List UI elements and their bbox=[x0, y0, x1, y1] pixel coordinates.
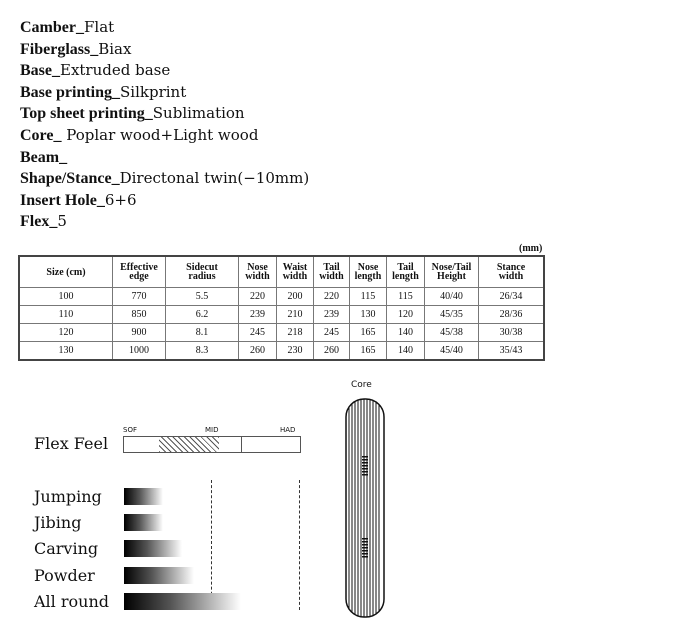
table-cell: 115 bbox=[387, 288, 425, 306]
table-cell: 45/40 bbox=[425, 342, 479, 361]
snowboard-core-diagram bbox=[345, 398, 385, 618]
table-cell: 26/34 bbox=[479, 288, 545, 306]
rating-bar bbox=[124, 540, 182, 557]
rating-bar bbox=[124, 593, 241, 610]
rating-bar bbox=[124, 488, 163, 505]
table-cell: 120 bbox=[387, 306, 425, 324]
table-cell: 8.3 bbox=[166, 342, 239, 361]
table-row bbox=[19, 324, 544, 342]
spec-value: 5 bbox=[57, 212, 67, 231]
header-line: Stance bbox=[496, 262, 526, 273]
table-cell: 210 bbox=[277, 306, 314, 324]
spec-label: Core_ bbox=[20, 126, 62, 144]
table-cell: 770 bbox=[113, 288, 166, 306]
spec-label: Beam_ bbox=[20, 148, 68, 166]
table-header-cell bbox=[239, 256, 277, 288]
insert-hole bbox=[362, 465, 368, 467]
header-line: radius bbox=[188, 271, 216, 282]
table-cell: 165 bbox=[350, 342, 387, 361]
table-cell: 230 bbox=[277, 342, 314, 361]
table-header-cell bbox=[387, 256, 425, 288]
header-line: Effective bbox=[120, 262, 158, 273]
table-row bbox=[19, 342, 544, 361]
spec-label: Base_ bbox=[20, 62, 60, 80]
rating-bar bbox=[124, 514, 163, 531]
insert-hole bbox=[362, 471, 368, 473]
insert-hole bbox=[362, 553, 368, 555]
header-line: Waist bbox=[282, 262, 308, 273]
table-cell: 140 bbox=[387, 342, 425, 361]
header-line: length bbox=[392, 271, 419, 282]
table-cell: 130 bbox=[19, 342, 113, 361]
insert-hole bbox=[362, 474, 368, 476]
table-cell: 45/35 bbox=[425, 306, 479, 324]
table-cell: 239 bbox=[239, 306, 277, 324]
table-cell: 218 bbox=[277, 324, 314, 342]
spec-value: Flat bbox=[83, 18, 115, 36]
header-line: width bbox=[319, 271, 344, 282]
table-cell: 1000 bbox=[113, 342, 166, 361]
flex-feel-divider bbox=[241, 437, 242, 452]
spec-row bbox=[20, 190, 309, 212]
insert-hole bbox=[362, 459, 368, 461]
spec-value: Extruded base bbox=[60, 61, 171, 80]
table-header-cell bbox=[425, 256, 479, 288]
spec-row bbox=[20, 60, 309, 82]
insert-hole bbox=[362, 541, 368, 543]
spec-label: Camber_ bbox=[20, 19, 84, 36]
unit-label: (mm) bbox=[519, 243, 543, 254]
spec-row bbox=[20, 103, 309, 125]
header-line: Tail bbox=[323, 262, 340, 273]
insert-hole bbox=[362, 550, 368, 552]
rating-label: Powder bbox=[34, 566, 95, 585]
table-header-cell bbox=[166, 256, 239, 288]
table-cell: 220 bbox=[314, 288, 350, 306]
table-header-row bbox=[19, 256, 544, 288]
spec-row bbox=[20, 168, 309, 190]
table-cell: 5.5 bbox=[166, 288, 239, 306]
table-header-cell bbox=[113, 256, 166, 288]
table-cell: 260 bbox=[239, 342, 277, 361]
rating-label: Jibing bbox=[34, 513, 82, 532]
spec-row bbox=[20, 147, 309, 169]
spec-row bbox=[20, 211, 309, 233]
spec-row bbox=[20, 125, 309, 147]
spec-label: Base printing_ bbox=[20, 83, 121, 101]
header-line: width bbox=[245, 271, 270, 282]
insert-hole bbox=[362, 456, 368, 458]
header-line: edge bbox=[129, 271, 149, 282]
rating-bar bbox=[124, 567, 194, 584]
header-line: length bbox=[354, 271, 382, 282]
table-header-cell bbox=[277, 256, 314, 288]
table-cell: 45/38 bbox=[425, 324, 479, 342]
size-spec-table bbox=[18, 255, 545, 361]
table-cell: 6.2 bbox=[166, 306, 239, 324]
table-cell: 120 bbox=[19, 324, 113, 342]
table-cell: 245 bbox=[239, 324, 277, 342]
flex-soft-label: SOF bbox=[123, 426, 137, 434]
spec-value: Sublimation bbox=[152, 104, 245, 123]
table-cell: 30/38 bbox=[479, 324, 545, 342]
spec-value: Biax bbox=[98, 39, 132, 58]
table-cell: 220 bbox=[239, 288, 277, 306]
table-cell: 260 bbox=[314, 342, 350, 361]
flex-feel-title: Flex Feel bbox=[34, 434, 109, 453]
rating-label: Jumping bbox=[34, 487, 102, 506]
table-row bbox=[19, 288, 544, 306]
insert-hole bbox=[362, 468, 368, 470]
flex-feel-bar bbox=[123, 436, 301, 453]
header-line: width bbox=[282, 271, 308, 282]
table-cell: 200 bbox=[277, 288, 314, 306]
table-cell: 28/36 bbox=[479, 306, 545, 324]
insert-hole bbox=[362, 544, 368, 546]
spec-label: Insert Hole_ bbox=[20, 191, 105, 209]
core-label: Core bbox=[351, 380, 372, 390]
header-line: Nose bbox=[357, 262, 379, 273]
table-header-cell bbox=[19, 256, 113, 288]
table-cell: 900 bbox=[113, 324, 166, 342]
table-cell: 165 bbox=[350, 324, 387, 342]
spec-label: Fiberglass_ bbox=[20, 40, 99, 58]
rating-label: All round bbox=[34, 592, 110, 611]
spec-row bbox=[20, 82, 309, 104]
table-cell: 35/43 bbox=[479, 342, 545, 361]
header-line: Nose bbox=[247, 262, 268, 273]
spec-label: Shape/Stance_ bbox=[20, 170, 120, 188]
table-row bbox=[19, 306, 544, 324]
table-header-cell bbox=[479, 256, 545, 288]
flex-hard-label: HAD bbox=[280, 426, 296, 434]
table-cell: 100 bbox=[19, 288, 113, 306]
header-line: Tail bbox=[397, 262, 414, 273]
header-line: Size (cm) bbox=[46, 266, 86, 278]
spec-row bbox=[20, 17, 309, 39]
spec-label: Top sheet printing_ bbox=[20, 105, 153, 123]
rating-guide-max bbox=[299, 480, 300, 610]
insert-hole bbox=[362, 538, 368, 540]
spec-row bbox=[20, 39, 309, 61]
table-cell: 245 bbox=[314, 324, 350, 342]
insert-hole bbox=[362, 462, 368, 464]
table-body bbox=[19, 288, 544, 361]
header-line: width bbox=[498, 271, 524, 282]
spec-list bbox=[20, 17, 309, 233]
spec-value: Poplar wood+Light wood bbox=[61, 125, 259, 144]
table-header-cell bbox=[314, 256, 350, 288]
table-cell: 850 bbox=[113, 306, 166, 324]
table-cell: 8.1 bbox=[166, 324, 239, 342]
table-cell: 115 bbox=[350, 288, 387, 306]
table-cell: 130 bbox=[350, 306, 387, 324]
spec-value: Directonal twin(−10mm) bbox=[119, 169, 310, 188]
table-cell: 110 bbox=[19, 306, 113, 324]
spec-label: Flex_ bbox=[20, 213, 58, 231]
table-header-cell bbox=[350, 256, 387, 288]
rating-label: Carving bbox=[34, 539, 99, 558]
rating-guide-mid bbox=[211, 480, 212, 610]
spec-value: Silkprint bbox=[120, 82, 187, 101]
table-cell: 140 bbox=[387, 324, 425, 342]
spec-value: 6+6 bbox=[104, 190, 137, 209]
header-line: Nose/Tail bbox=[431, 262, 472, 273]
table-cell: 40/40 bbox=[425, 288, 479, 306]
header-line: Sidecut bbox=[186, 262, 218, 273]
flex-mid-label: MID bbox=[205, 426, 219, 434]
insert-hole bbox=[362, 547, 368, 549]
flex-feel-marker bbox=[159, 437, 219, 452]
table-cell: 239 bbox=[314, 306, 350, 324]
insert-hole bbox=[362, 556, 368, 558]
header-line: Height bbox=[437, 271, 466, 282]
